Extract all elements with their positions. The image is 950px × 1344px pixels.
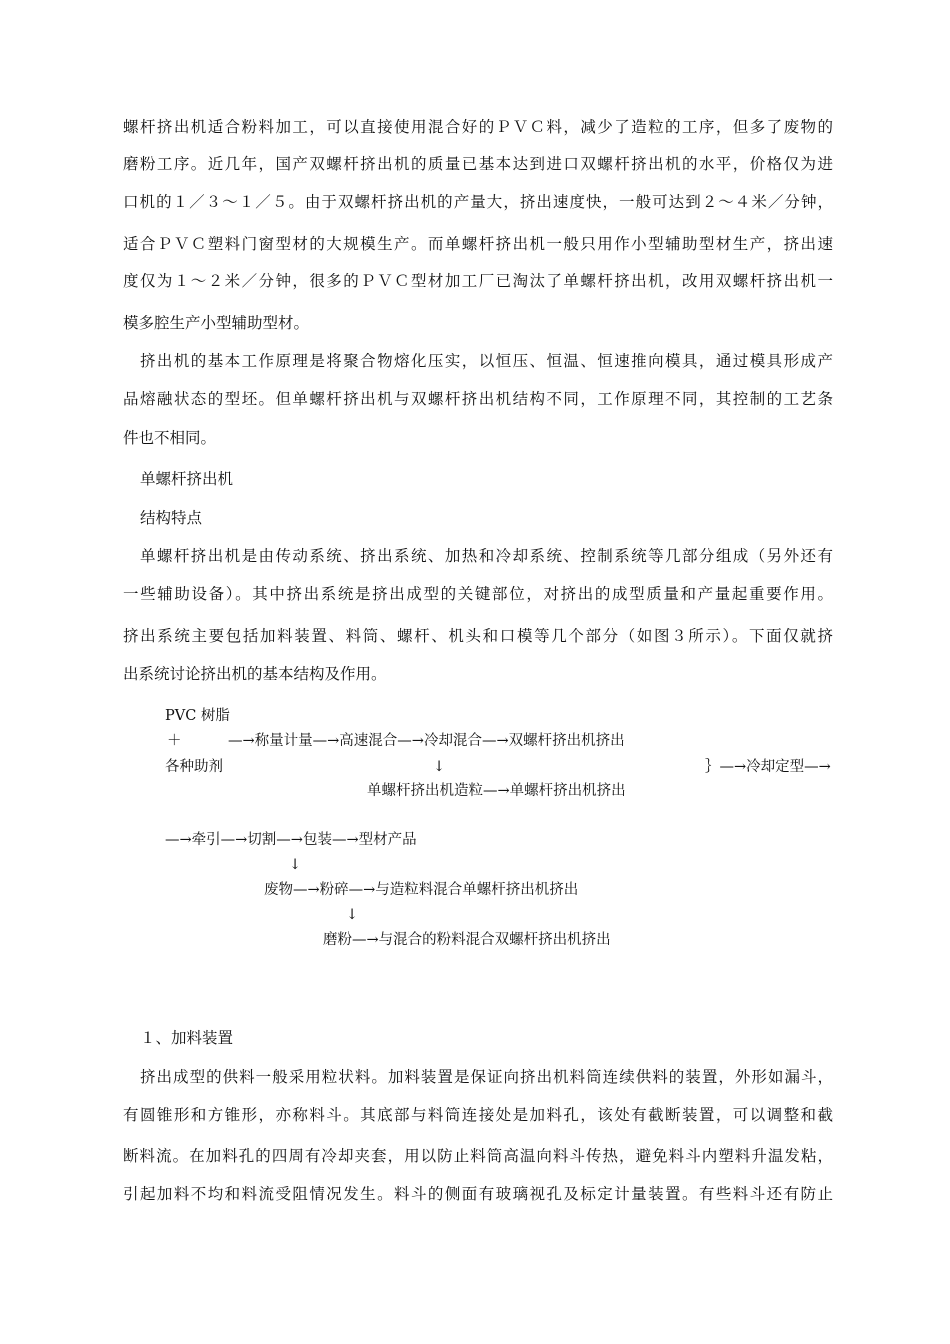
text-line: 品熔融状态的型坯。但单螺杆挤出机与双螺杆挤出机结构不同，工作原理不同，其控制的工艺条 bbox=[123, 390, 833, 408]
text-line: 磨粉工序。近几年，国产双螺杆挤出机的质量已基本达到进口双螺杆挤出机的水平，价格仅为进 bbox=[123, 155, 833, 173]
text-line: 口机的１／３～１／５。由于双螺杆挤出机的产量大，挤出速度快，一般可达到２～４米／分钟， bbox=[123, 193, 833, 211]
text-line: 出系统讨论挤出机的基本结构及作用。 bbox=[123, 665, 387, 683]
text-line: 断料流。在加料孔的四周有冷却夹套，用以防止料筒高温向料斗传热，避免料斗内塑料升温发粘， bbox=[123, 1147, 833, 1165]
text-line: 度仅为１～２米／分钟，很多的ＰＶＣ型材加工厂已淘汰了单螺杆挤出机，改用双螺杆挤出机一 bbox=[123, 272, 833, 290]
subsection-heading: 结构特点 bbox=[140, 509, 203, 527]
flow-down-arrow: ↓ bbox=[289, 857, 302, 873]
text-line: 有圆锥形和方锥形，亦称料斗。其底部与料筒连接处是加料孔，该处有截断装置，可以调整和截 bbox=[123, 1106, 833, 1124]
flow-twin-screw-route: —→称量计量—→高速混合—→冷却混合—→双螺杆挤出机挤出 bbox=[228, 733, 625, 749]
text-line: 螺杆挤出机适合粉料加工，可以直接使用混合好的ＰＶＣ料，减少了造粒的工序，但多了废物的 bbox=[123, 118, 833, 136]
flow-plus-sign: ＋ bbox=[167, 733, 182, 749]
text-line: 单螺杆挤出机是由传动系统、挤出系统、加热和冷却系统、控制系统等几部分组成（另外还有 bbox=[140, 547, 833, 565]
flow-cooling-shaping: ｝—→冷却定型—→ bbox=[705, 759, 831, 775]
flow-down-arrow: ↓ bbox=[433, 759, 446, 775]
section-heading: １、加料装置 bbox=[140, 1029, 234, 1047]
flow-finishing-steps: —→牵引—→切割—→包装—→型材产品 bbox=[165, 832, 417, 848]
flow-waste-crushing: 废物—→粉碎—→与造粒料混合单螺杆挤出机挤出 bbox=[264, 882, 579, 898]
text-line: 挤出成型的供料一般采用粒状料。加料装置是保证向挤出机料筒连续供料的装置，外形如漏斗， bbox=[140, 1068, 833, 1086]
flow-down-arrow: ↓ bbox=[346, 907, 359, 923]
text-line: 件也不相同。 bbox=[123, 429, 217, 447]
flow-material-additives: 各种助剂 bbox=[165, 759, 223, 775]
flow-single-screw-route: 单螺杆挤出机造粒—→单螺杆挤出机挤出 bbox=[367, 783, 626, 799]
flow-grinding: 磨粉—→与混合的粉料混合双螺杆挤出机挤出 bbox=[323, 932, 611, 948]
text-line: 模多腔生产小型辅助型材。 bbox=[123, 314, 310, 332]
text-line: 适合ＰＶＣ塑料门窗型材的大规模生产。而单螺杆挤出机一般只用作小型辅助型材生产，挤出速 bbox=[123, 235, 833, 253]
text-line: 挤出机的基本工作原理是将聚合物熔化压实，以恒压、恒温、恒速推向模具，通过模具形成产 bbox=[140, 352, 833, 370]
flow-material-pvc-resin: PVC 树脂 bbox=[165, 708, 230, 724]
text-line: 挤出系统主要包括加料装置、料筒、螺杆、机头和口模等几个部分（如图３所示）。下面仅就挤 bbox=[123, 627, 833, 645]
text-line: 一些辅助设备）。其中挤出系统是挤出成型的关键部位，对挤出的成型质量和产量起重要作用。 bbox=[123, 585, 833, 603]
text-line: 引起加料不均和料流受阻情况发生。料斗的侧面有玻璃视孔及标定计量装置。有些料斗还有防止 bbox=[123, 1185, 833, 1203]
section-heading: 单螺杆挤出机 bbox=[140, 470, 234, 488]
